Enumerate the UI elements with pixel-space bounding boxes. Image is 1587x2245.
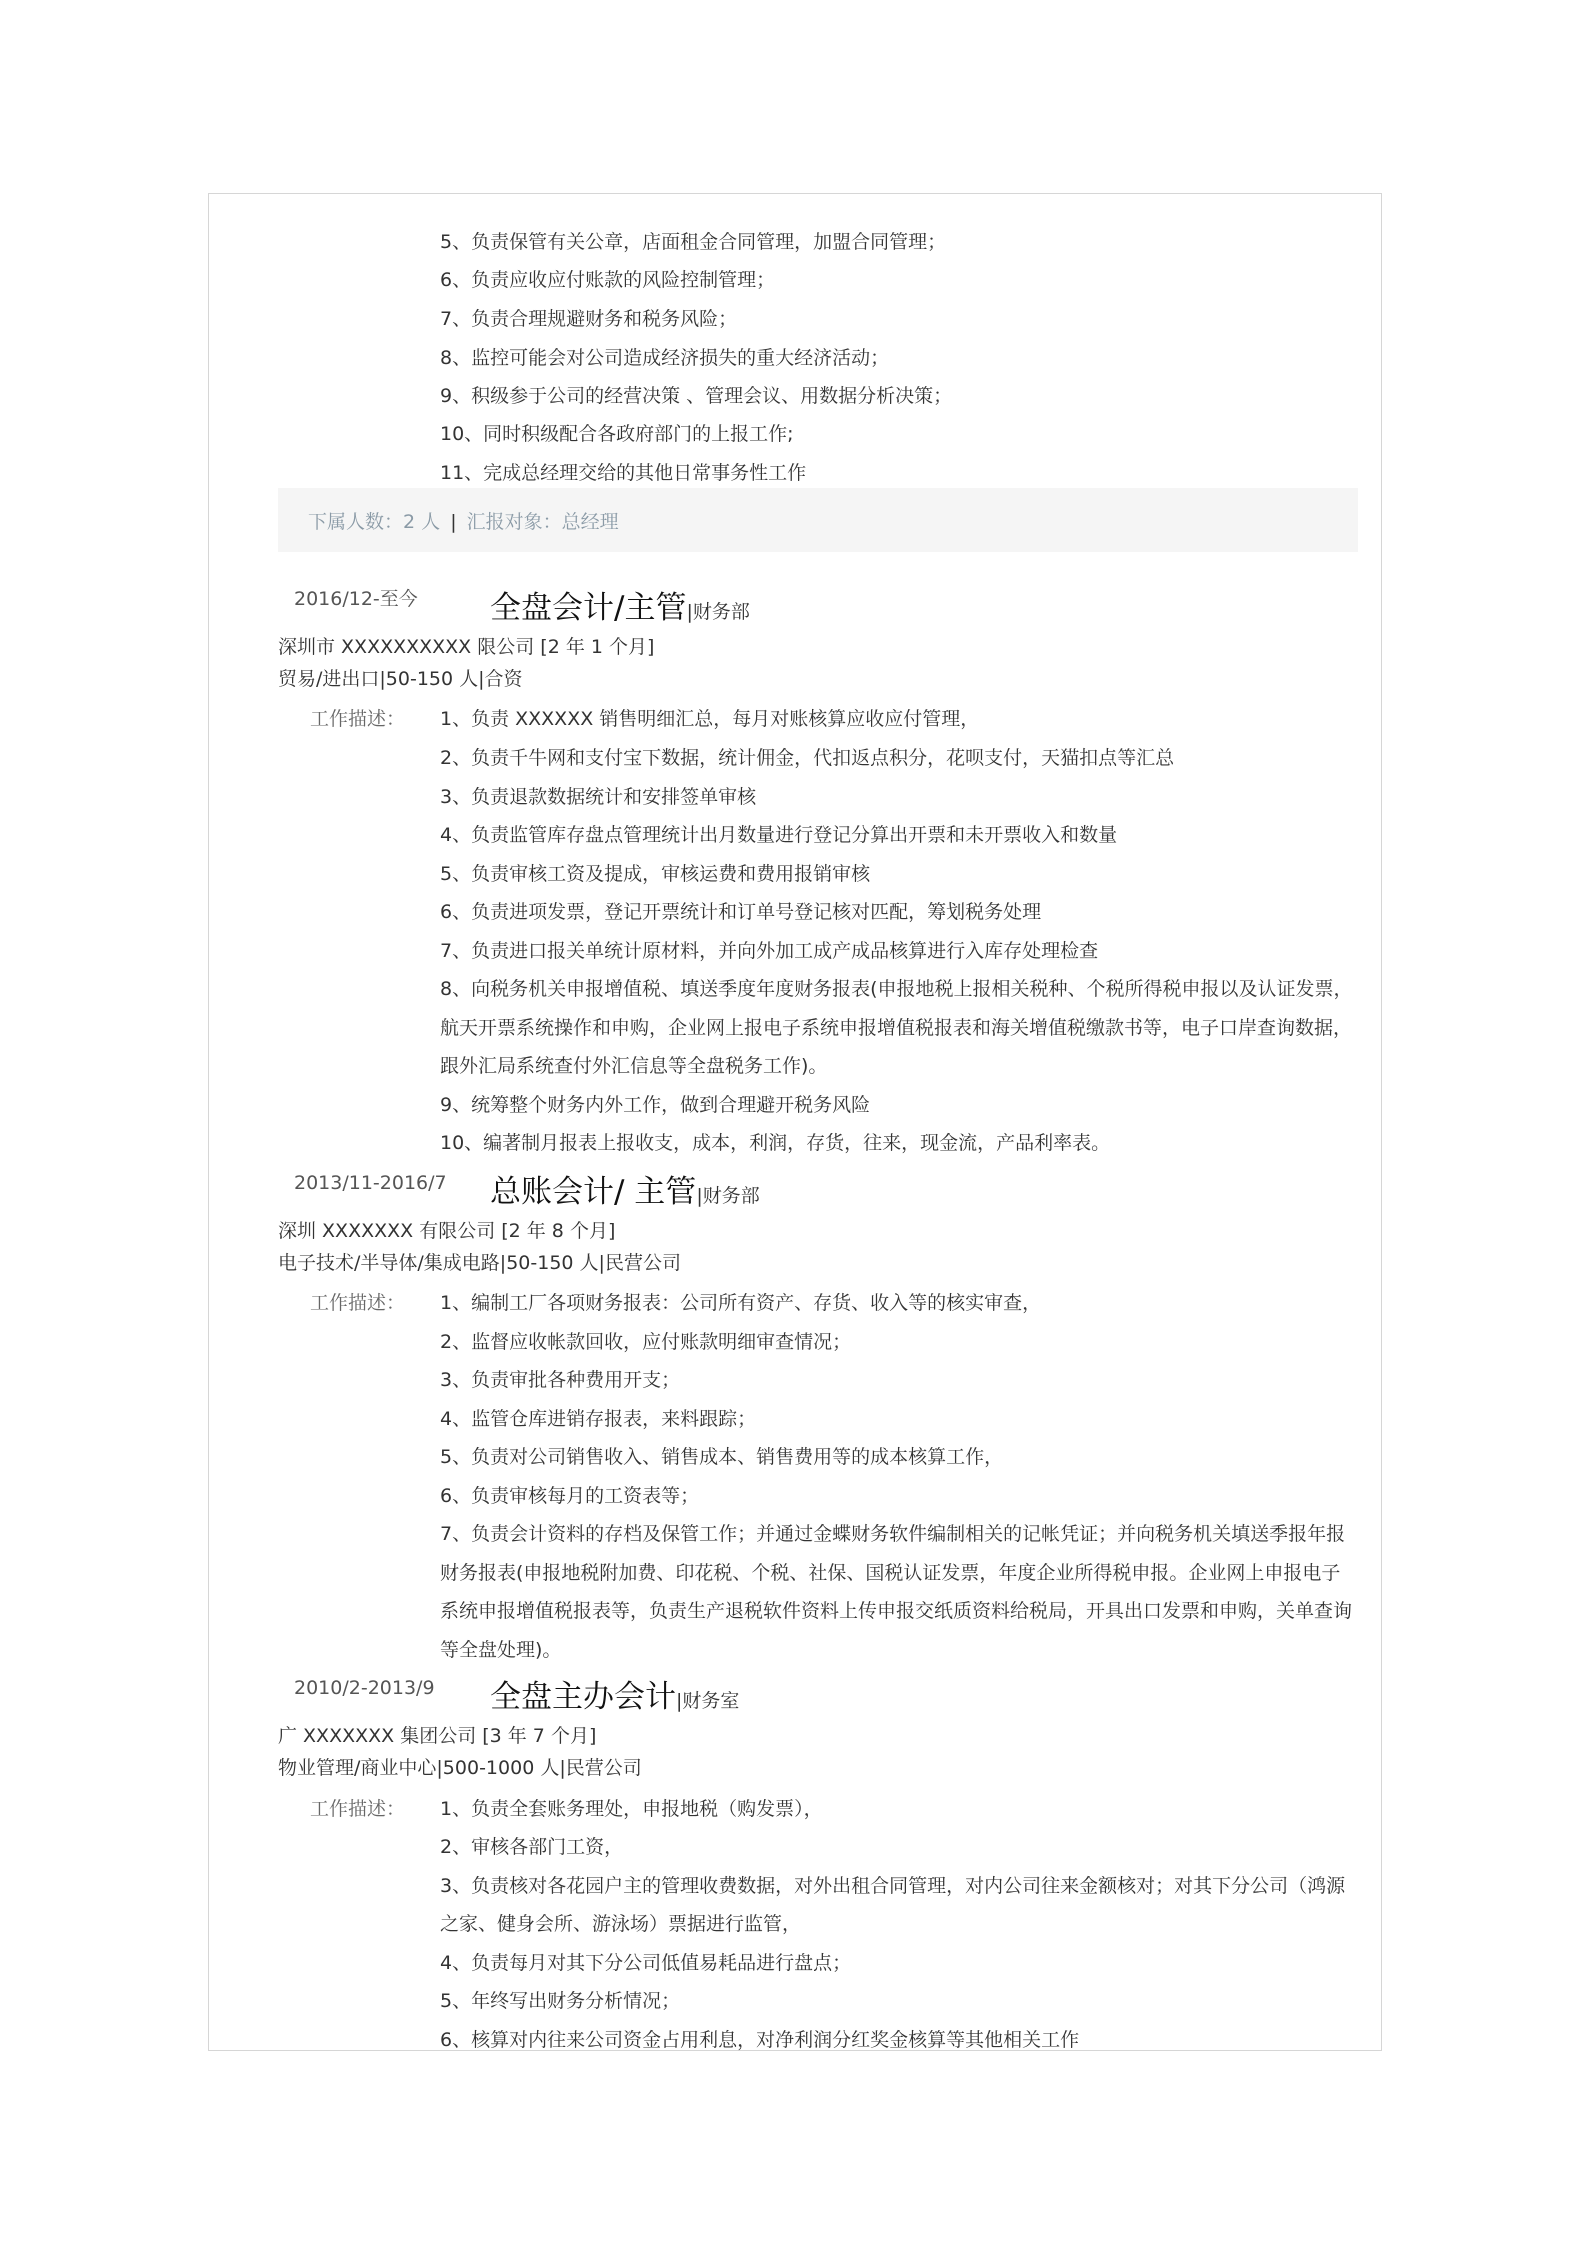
job1-item-1: 1、负责 XXXXXX 销售明细汇总，每月对账核算应收应付管理， — [440, 708, 980, 730]
job1-company: 深圳市 XXXXXXXXXX 限公司 [2 年 1 个月] — [278, 636, 655, 658]
job0-item-7: 11、完成总经理交给的其他日常事务性工作 — [440, 462, 807, 484]
job0-item-3: 7、负责合理规避财务和税务风险； — [440, 308, 738, 330]
job0-item-2: 6、负责应收应付账款的风险控制管理； — [440, 269, 776, 291]
job3-item-6: 6、核算对内往来公司资金占用利息，对净利润分红奖金核算等其他相关工作 — [440, 2029, 1080, 2051]
job2-item-7a: 7、负责会计资料的存档及保管工作；并通过金蝶财务软件编制相关的记帐凭证；并向税务机关填送季报年报 — [440, 1523, 1346, 1545]
job0-item-5: 9、积级参于公司的经营决策 、管理会议、用数据分析决策； — [440, 385, 953, 407]
job2-item-6: 6、负责审核每月的工资表等； — [440, 1485, 700, 1507]
job2-item-4: 4、监管仓库进销存报表，来料跟踪； — [440, 1408, 757, 1430]
job3-title: 全盘主办会计 — [490, 1679, 676, 1715]
job0-item-4: 8、监控可能会对公司造成经济损失的重大经济活动； — [440, 347, 890, 369]
job2-item-7c: 系统申报增值税报表等，负责生产退税软件资料上传申报交纸质资料给税局，开具出口发票和申购，关单查询 — [440, 1600, 1353, 1622]
job2-dept: |财务部 — [696, 1185, 760, 1207]
job0-meta — [308, 507, 619, 534]
job1-item-10: 10、编著制月报表上报收支，成本，利润，存货，往来，现金流，产品利率表。 — [440, 1132, 1111, 1154]
job2-date: 2013/11-2016/7 — [294, 1172, 447, 1194]
job2-industry: 电子技术/半导体/集成电路|50-150 人|民营公司 — [278, 1252, 681, 1274]
job2-item-3: 3、负责审批各种费用开支； — [440, 1369, 681, 1391]
job2-desc-label: 工作描述： — [310, 1292, 406, 1314]
job3-company: 广 XXXXXXX 集团公司 [3 年 7 个月] — [278, 1725, 597, 1747]
job1-item-3: 3、负责退款数据统计和安排签单审核 — [440, 786, 757, 808]
job1-desc-label: 工作描述： — [310, 708, 406, 730]
report-to: 汇报对象：总经理 — [466, 511, 619, 533]
job2-item-7b: 财务报表(申报地税附加费、印花税、个税、社保、国税认证发票，年度企业所得税申报。企业网上申报电子 — [440, 1562, 1341, 1584]
job2-item-5: 5、负责对公司销售收入、销售成本、销售费用等的成本核算工作， — [440, 1446, 1004, 1468]
job1-item-7: 7、负责进口报关单统计原材料，并向外加工成产成品核算进行入库存处理检查 — [440, 940, 1099, 962]
job3-date: 2010/2-2013/9 — [294, 1677, 435, 1699]
job1-item-6: 6、负责进项发票，登记开票统计和订单号登记核对匹配，筹划税务处理 — [440, 901, 1042, 923]
job2-item-7d: 等全盘处理)。 — [440, 1639, 562, 1661]
job1-item-2: 2、负责千牛网和支付宝下数据，统计佣金，代扣返点积分，花呗支付，天猫扣点等汇总 — [440, 747, 1175, 769]
job2-title-row — [490, 1166, 760, 1211]
job0-item-1: 5、负责保管有关公章，店面租金合同管理，加盟合同管理； — [440, 231, 947, 253]
job1-item-8c: 跟外汇局系统查付外汇信息等全盘税务工作)。 — [440, 1055, 828, 1077]
job0-item-6: 10、同时积级配合各政府部门的上报工作; — [440, 423, 794, 445]
job1-title: 全盘会计/主管 — [490, 590, 687, 626]
job3-item-4: 4、负责每月对其下分公司低值易耗品进行盘点； — [440, 1952, 852, 1974]
job1-title-row — [490, 582, 750, 627]
job3-desc-label: 工作描述： — [310, 1798, 406, 1820]
job1-item-5: 5、负责审核工资及提成，审核运费和费用报销审核 — [440, 863, 871, 885]
job3-industry: 物业管理/商业中心|500-1000 人|民营公司 — [278, 1757, 642, 1779]
job1-dept: |财务部 — [686, 601, 750, 623]
job3-item-5: 5、年终写出财务分析情况； — [440, 1990, 681, 2012]
job3-item-1: 1、负责全套账务理处，申报地税（购发票）， — [440, 1798, 823, 1820]
job0-meta-box — [278, 488, 1358, 552]
job3-title-row — [490, 1671, 739, 1716]
meta-separator: | — [450, 511, 457, 533]
subordinates-count: 下属人数：2 人 — [308, 511, 441, 533]
job3-dept: |财务室 — [676, 1690, 740, 1712]
job1-date: 2016/12-至今 — [294, 588, 418, 610]
job3-item-3a: 3、负责核对各花园户主的管理收费数据，对外出租合同管理，对内公司往来金额核对；对其下分公司（鸿源 — [440, 1875, 1346, 1897]
job2-item-2: 2、监督应收帐款回收，应付账款明细审查情况； — [440, 1331, 852, 1353]
job1-item-8a: 8、向税务机关申报增值税、填送季度年度财务报表(申报地税上报相关税种、个税所得税申报以及认证发票， — [440, 978, 1353, 1000]
job2-company: 深圳 XXXXXXX 有限公司 [2 年 8 个月] — [278, 1220, 616, 1242]
job3-item-2: 2、审核各部门工资， — [440, 1836, 624, 1858]
job1-item-4: 4、负责监管库存盘点管理统计出月数量进行登记分算出开票和未开票收入和数量 — [440, 824, 1118, 846]
job1-industry: 贸易/进出口|50-150 人|合资 — [278, 668, 523, 690]
job2-item-1: 1、编制工厂各项财务报表：公司所有资产、存货、收入等的核实审查， — [440, 1292, 1042, 1314]
job3-item-3b: 之家、健身会所、游泳场）票据进行监管， — [440, 1913, 802, 1935]
job2-title: 总账会计/ 主管 — [490, 1174, 697, 1210]
job1-item-8b: 航天开票系统操作和申购，企业网上报电子系统申报增值税报表和海关增值税缴款书等，电子口岸查询数据， — [440, 1017, 1353, 1039]
job1-item-9: 9、统筹整个财务内外工作，做到合理避开税务风险 — [440, 1094, 871, 1116]
